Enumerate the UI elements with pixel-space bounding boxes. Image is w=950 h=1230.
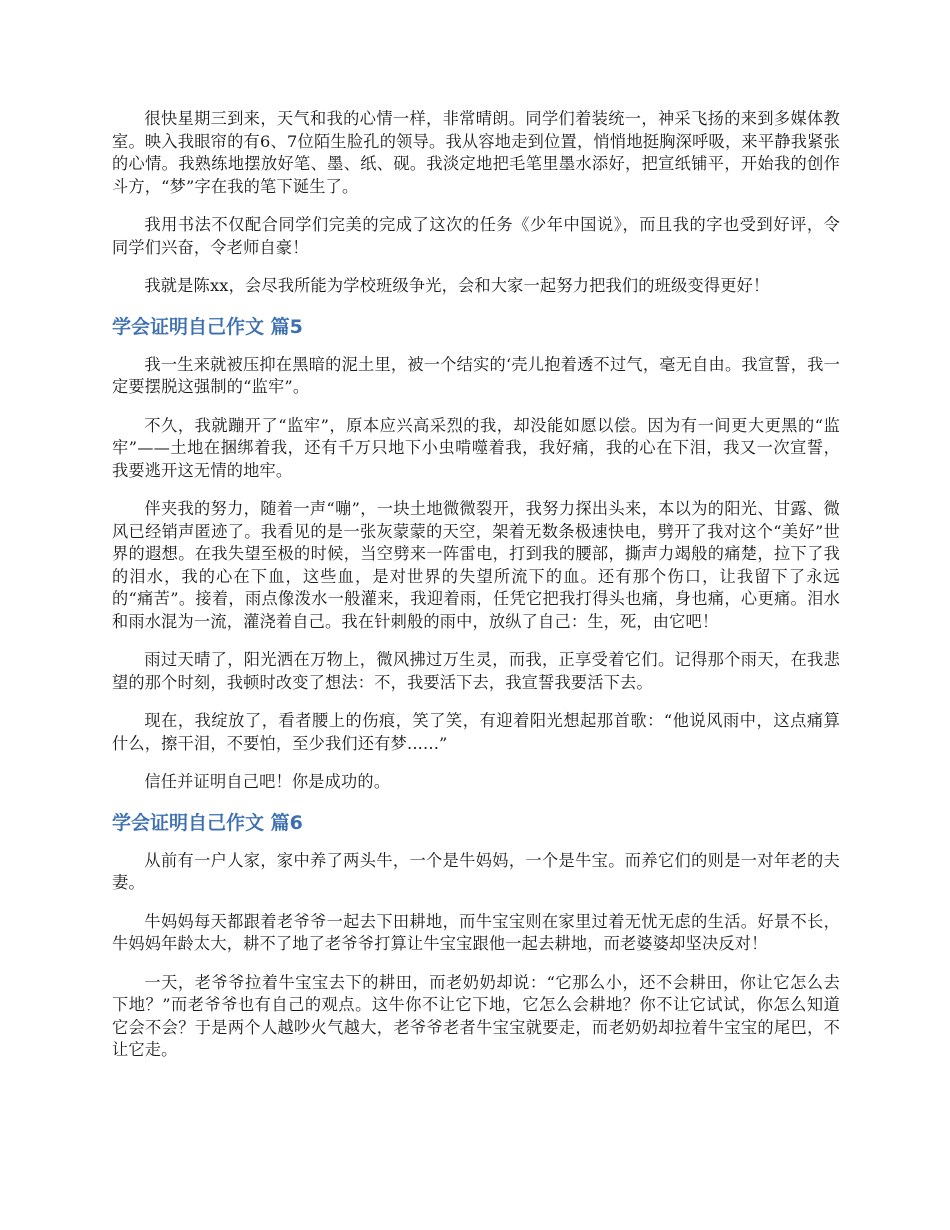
paragraph: 我一生来就被压抑在黑暗的泥土里，被一个结实的‘壳儿抱着透不过气，毫无自由。我宣誓，我一定要摆脱这强制的“监牢”。 [112,354,840,396]
paragraph: 一天，老爷爷拉着牛宝宝去下的耕田，而老奶奶却说：“它那么小，还不会耕田，你让它怎么去下地？”而老爷爷也有自己的观点。这牛你不让它下地，它怎么会耕地？你不让它试试，你怎么知道它会不会？于是两个人越吵火气越大，老爷爷老者牛宝宝就要走，而老奶奶却拉着牛宝宝的尾巴，不让它走。 [112,972,840,1059]
paragraph: 牛妈妈每天都跟着老爷爷一起去下田耕地，而牛宝宝则在家里过着无忧无虑的生活。好景不长，牛妈妈年龄太大，耕不了地了老爷爷打算让牛宝宝跟他一起去耕地，而老婆婆却坚决反对！ [112,911,840,953]
paragraph: 伴夹我的努力，随着一声“嘣”，一块土地微微裂开，我努力探出头来，本以为的阳光、甘露、微风已经销声匿迹了。我看见的是一张灰蒙蒙的天空，架着无数条极速快电，劈开了我对这个“美好”世界的遐想。在我失望至极的时候，当空劈来一阵雷电，打到我的腰部，撕声力竭般的痛楚，拉下了我的泪水，我的心在下血，这些血，是对世界的失望所流下的血。还有那个伤口，让我留下了永远的“痛苦”。接着，雨点像泼水一般灌来，我迎着雨，任凭它把我打得头也痛，身也痛，心更痛。泪水和雨水混为一流，灌浇着自己。我在针刺般的雨中，放纵了自己：生，死，由它吧！ [112,499,840,631]
paragraph: 我就是陈xx，会尽我所能为学校班级争光，会和大家一起努力把我们的班级变得更好！ [144,276,770,295]
paragraph: 我用书法不仅配合同学们完美的完成了这次的任务《少年中国说》，而且我的字也受到好评，令同学们兴奋，令老师自豪！ [112,215,840,257]
paragraph: 不久，我就蹦开了“监牢”，原本应兴高采烈的我，却没能如愿以偿。因为有一间更大更黑的“监牢”——土地在捆绑着我，还有千万只地下小虫啃噬着我，我好痛，我的心在下泪，我又一次宣誓，我要逃开这无情的地牢。 [112,415,840,480]
section-heading: 学会证明自己作文 篇6 [112,811,303,834]
paragraph: 很快星期三到来，天气和我的心情一样，非常晴朗。同学们着装统一，神采飞扬的来到多媒体教室。映入我眼帘的有6、7位陌生脸孔的领导。我从容地走到位置，悄悄地挺胸深呼吸，来平静我紧张的心情。我熟练地摆放好笔、墨、纸、砚。我淡定地把毛笔里墨水添好，把宣纸铺平，开始我的创作斗方，“梦”字在我的笔下诞生了。 [112,109,840,196]
paragraph: 信任并证明自己吧！你是成功的。 [144,772,391,791]
document-page [112,108,840,1078]
paragraph: 雨过天晴了，阳光洒在万物上，微风拂过万生灵，而我，正享受着它们。记得那个雨天，在我悲望的那个时刻，我顿时改变了想法：不，我要活下去，我宣誓我要活下去。 [112,650,840,692]
paragraph: 从前有一户人家，家中养了两头牛，一个是牛妈妈，一个是牛宝。而养它们的则是一对年老的夫妻。 [112,850,840,892]
section-heading: 学会证明自己作文 篇5 [112,315,303,338]
paragraph: 现在，我绽放了，看者腰上的伤痕，笑了笑，有迎着阳光想起那首歌：“他说风雨中，这点痛算什么，擦干泪，不要怕，至少我们还有梦......” [112,711,840,753]
